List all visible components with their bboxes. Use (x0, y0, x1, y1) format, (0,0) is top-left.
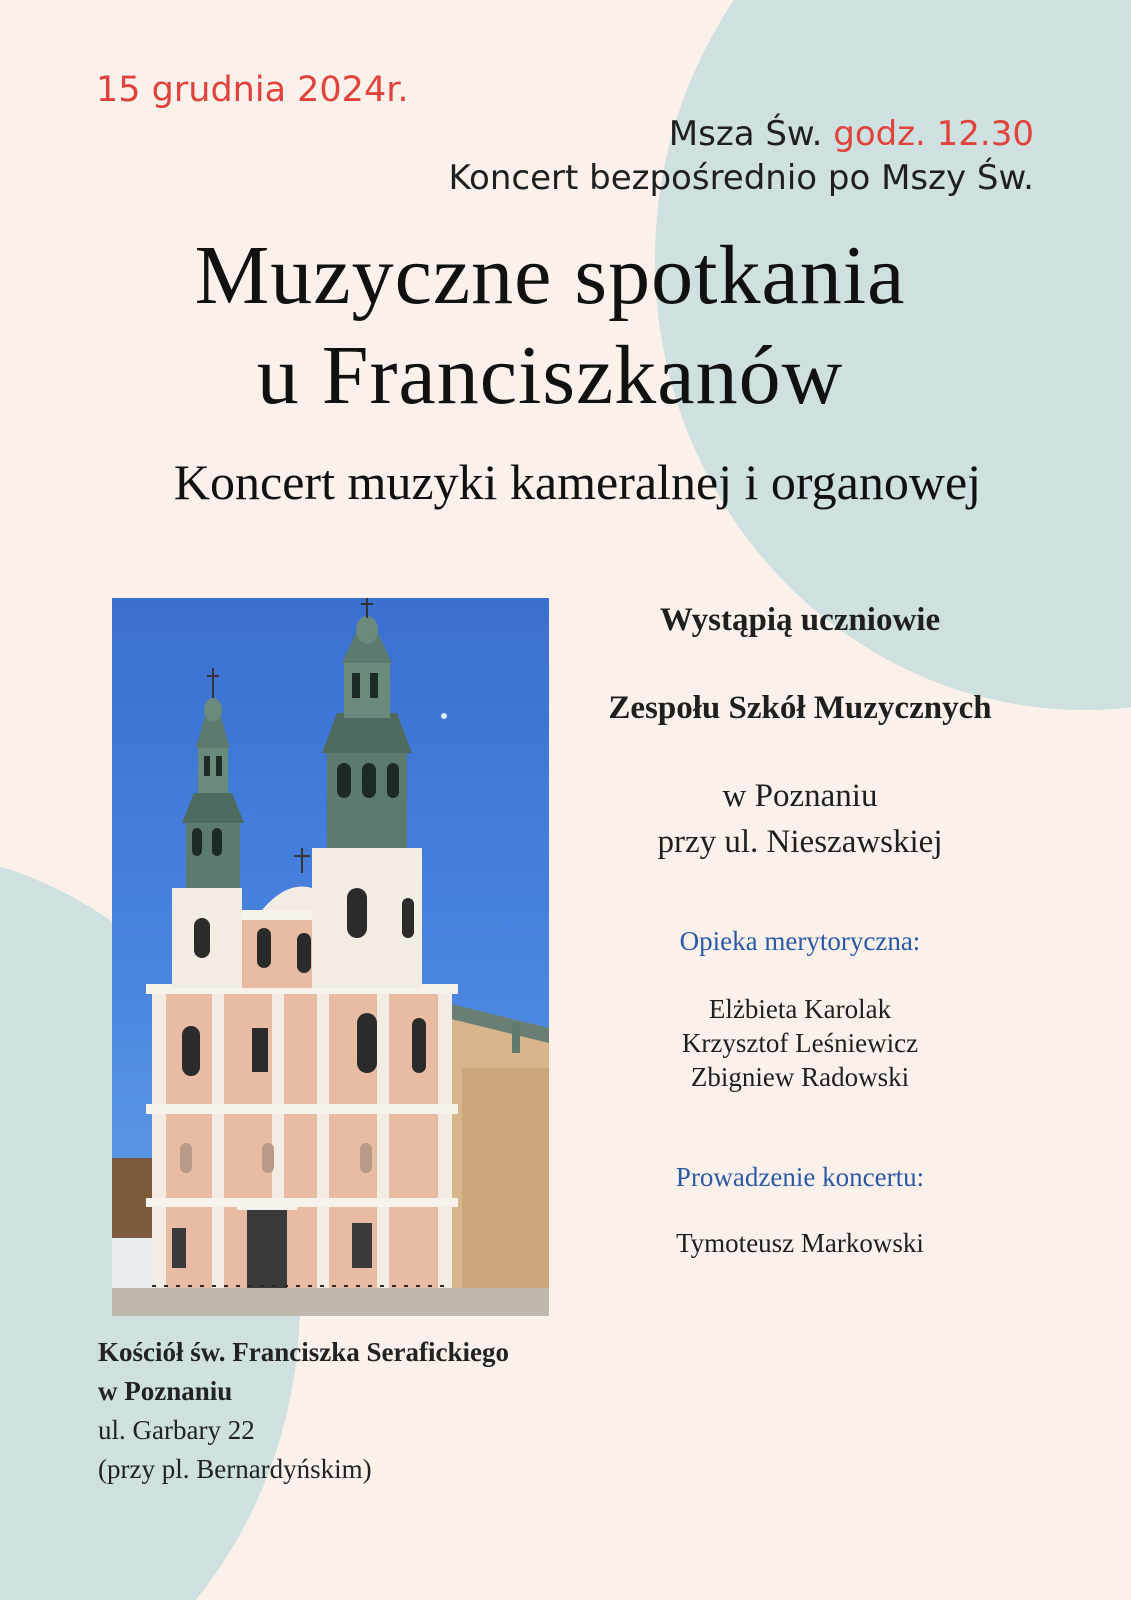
event-date: 15 grudnia 2024r. (96, 70, 409, 110)
church-illustration (112, 598, 549, 1316)
venue-name: Kościół św. Franciszka Serafickiego (98, 1337, 509, 1367)
venue-address: ul. Garbary 22 (98, 1415, 255, 1445)
poster-subtitle: Koncert muzyki kameralnej i organowej (173, 454, 982, 510)
venue-caption (98, 1333, 509, 1489)
school-street: przy ul. Nieszawskiej (657, 824, 943, 860)
supervisor-name: Krzysztof Leśniewicz (681, 1028, 919, 1058)
mass-info (448, 112, 1034, 200)
host-label: Prowadzenie koncertu: (675, 1162, 925, 1192)
supervision-label: Opieka merytoryczna: (679, 926, 921, 956)
title-line-1: Muzyczne spotkania (194, 229, 906, 322)
performers-intro: Wystąpią uczniowie (659, 602, 941, 638)
church-photo (112, 598, 549, 1316)
school-city: w Poznaniu (722, 778, 878, 814)
mass-time: godz. 12.30 (833, 114, 1034, 154)
host-name: Tymoteusz Markowski (676, 1228, 924, 1258)
concert-note: Koncert bezpośrednio po Mszy Św. (448, 158, 1034, 198)
venue-note: (przy pl. Bernardyńskim) (98, 1454, 372, 1484)
school-name: Zespołu Szkół Muzycznych (608, 690, 992, 726)
supervisor-name: Zbigniew Radowski (690, 1062, 910, 1092)
supervisor-name: Elżbieta Karolak (708, 994, 892, 1024)
mass-label: Msza Św. (668, 114, 823, 154)
title-line-2: u Franciszkanów (256, 329, 844, 422)
poster-title (0, 226, 1100, 426)
venue-city: w Poznaniu (98, 1376, 233, 1406)
mass-time-line (448, 112, 1034, 156)
